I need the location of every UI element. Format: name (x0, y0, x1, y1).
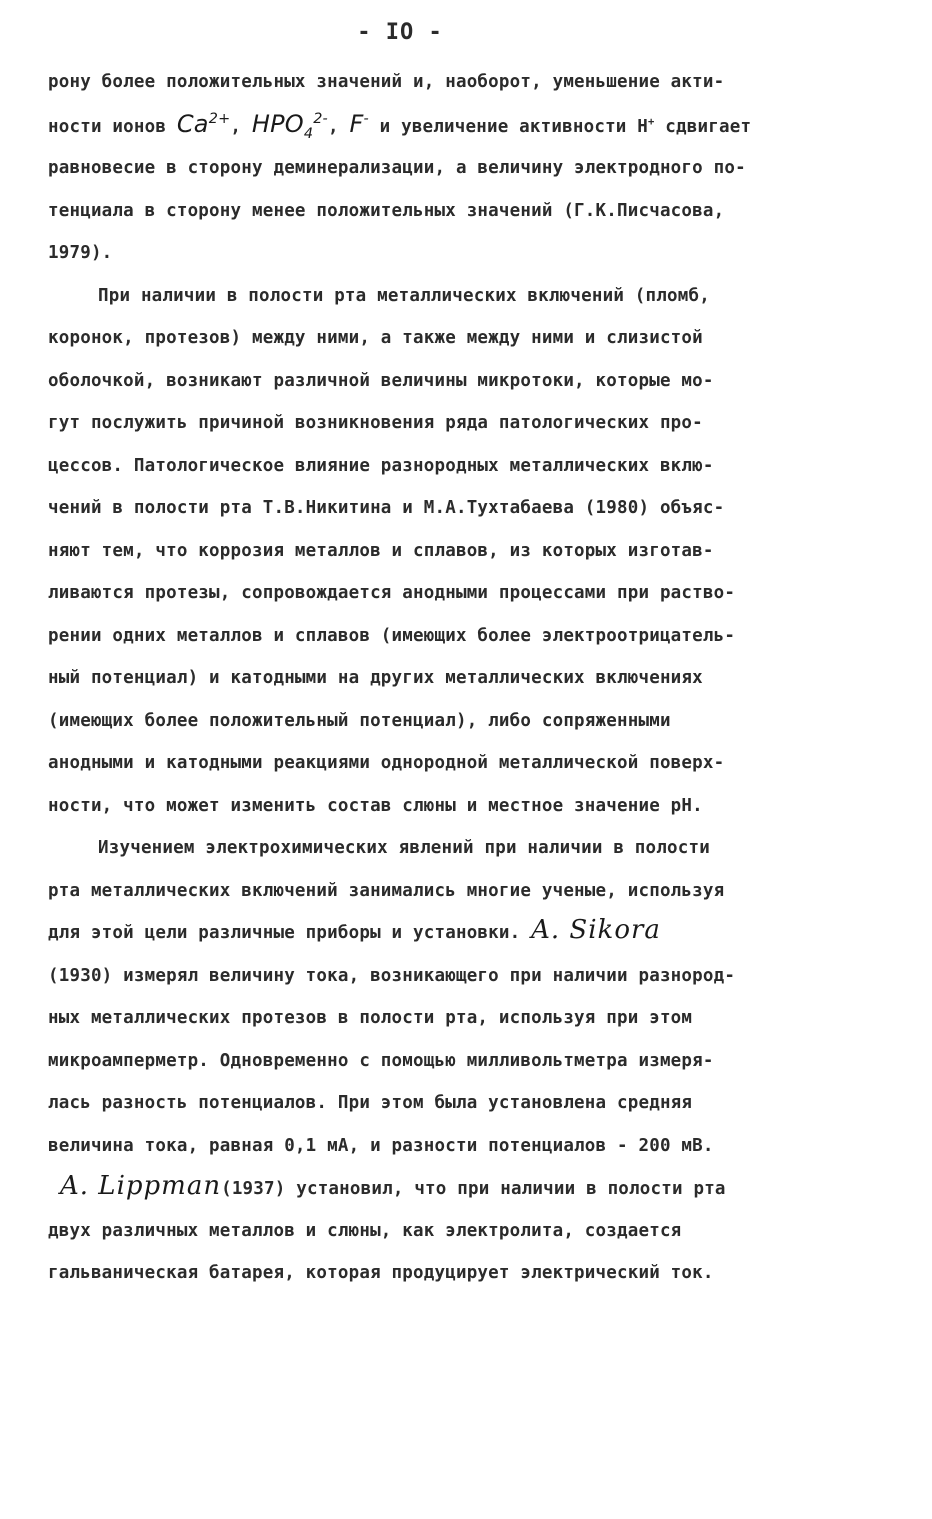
ion-hydrophosphate-symbol: HPO (251, 110, 304, 138)
text-line: няют тем, что коррозия металлов и сплавов, из которых изготав- (48, 541, 714, 561)
text-line: ности, что может изменить состав слюны и местное значение рН. (48, 796, 703, 816)
text-line: тенциала в сторону менее положительных значений (Г.К.Писчасова, (48, 201, 725, 221)
text-line: равновесие в сторону деминерализации, а величину электродного по- (48, 158, 746, 178)
line-text: для этой цели различные приборы и установки. (48, 923, 532, 943)
ion-hydrogen-charge: + (648, 116, 655, 129)
text-line: ный потенциал) и катодными на других металлических включениях (48, 668, 703, 688)
text-line: оболочкой, возникают различной величины микротоки, которые мо- (48, 371, 714, 391)
text-line: величина тока, равная 0,1 мА, и разности потенциалов - 200 мВ. (48, 1136, 714, 1156)
ion-hydrophosphate-index: 4 (303, 125, 314, 142)
ion-hydrophosphate (251, 110, 328, 142)
ion-calcium (177, 110, 231, 138)
text-line: чений в полости рта Т.В.Никитина и М.А.Тухтабаева (1980) объяс- (48, 498, 725, 518)
ion-calcium-symbol: Ca (176, 110, 209, 138)
text-line: ных металлических протезов в полости рта, используя при этом (48, 1008, 693, 1028)
ion-fluoride-charge: - (363, 111, 369, 127)
text-line: ливаются протезы, сопровождается анодными процессами при раство- (48, 583, 736, 603)
text-line: цессов. Патологическое влияние разнородных металлических вклю- (48, 456, 714, 476)
handwritten-author-sikora: A. Sikora (531, 915, 661, 945)
text-line: гут послужить причиной возникновения ряда патологических про- (48, 413, 703, 433)
paragraph-start-line: При наличии в полости рта металлических включений (пломб, (98, 286, 710, 306)
text-line: рении одних металлов и сплавов (имеющих более электроотрицатель- (48, 626, 736, 646)
text-line: 1979). (48, 243, 113, 263)
ion-calcium-charge: 2+ (208, 111, 231, 127)
text-line: лась разность потенциалов. При этом была установлена средняя (48, 1093, 693, 1113)
text-line: рта металлических включений занимались многие ученые, используя (48, 881, 725, 901)
ion-fluoride-symbol: F (349, 110, 364, 138)
ion-hydrogen (637, 117, 654, 137)
line-prefix: ности ионов (48, 117, 177, 137)
text-line: микроамперметр. Одновременно с помощью милливольтметра измеря- (48, 1051, 714, 1071)
text-line: гальваническая батарея, которая продуцирует электрический ток. (48, 1263, 714, 1283)
text-line: рону более положительных значений и, наоборот, уменьшение акти- (48, 72, 725, 92)
line-middle: и увеличение активности (379, 117, 638, 137)
page-number: - IO - (357, 20, 443, 45)
text-line: коронок, протезов) между ними, а также между ними и слизистой (48, 328, 703, 348)
handwritten-author-lippman: A. Lippman (60, 1171, 222, 1201)
text-line-with-author (60, 1171, 726, 1201)
text-line: двух различных металлов и слюны, как электролита, создается (48, 1221, 682, 1241)
text-line: (имеющих более положительный потенциал), либо сопряженными (48, 711, 671, 731)
ion-fluoride (349, 110, 368, 138)
ion-separator: , (327, 117, 350, 137)
paragraph-start-line: Изучением электрохимических явлений при наличии в полости (98, 838, 710, 858)
line-text: (1937) установил, что при наличии в полости рта (221, 1179, 726, 1199)
text-line-with-author (48, 915, 661, 945)
text-line: (1930) измерял величину тока, возникающего при наличии разнород- (48, 966, 736, 986)
ion-hydrogen-symbol: H (637, 117, 649, 137)
ion-hydrophosphate-charge: 2- (313, 111, 328, 127)
text-line-with-ions (48, 110, 752, 142)
ion-separator: , (230, 117, 252, 137)
text-line: анодными и катодными реакциями однородной металлической поверх- (48, 753, 725, 773)
line-suffix: сдвигает (654, 117, 752, 137)
